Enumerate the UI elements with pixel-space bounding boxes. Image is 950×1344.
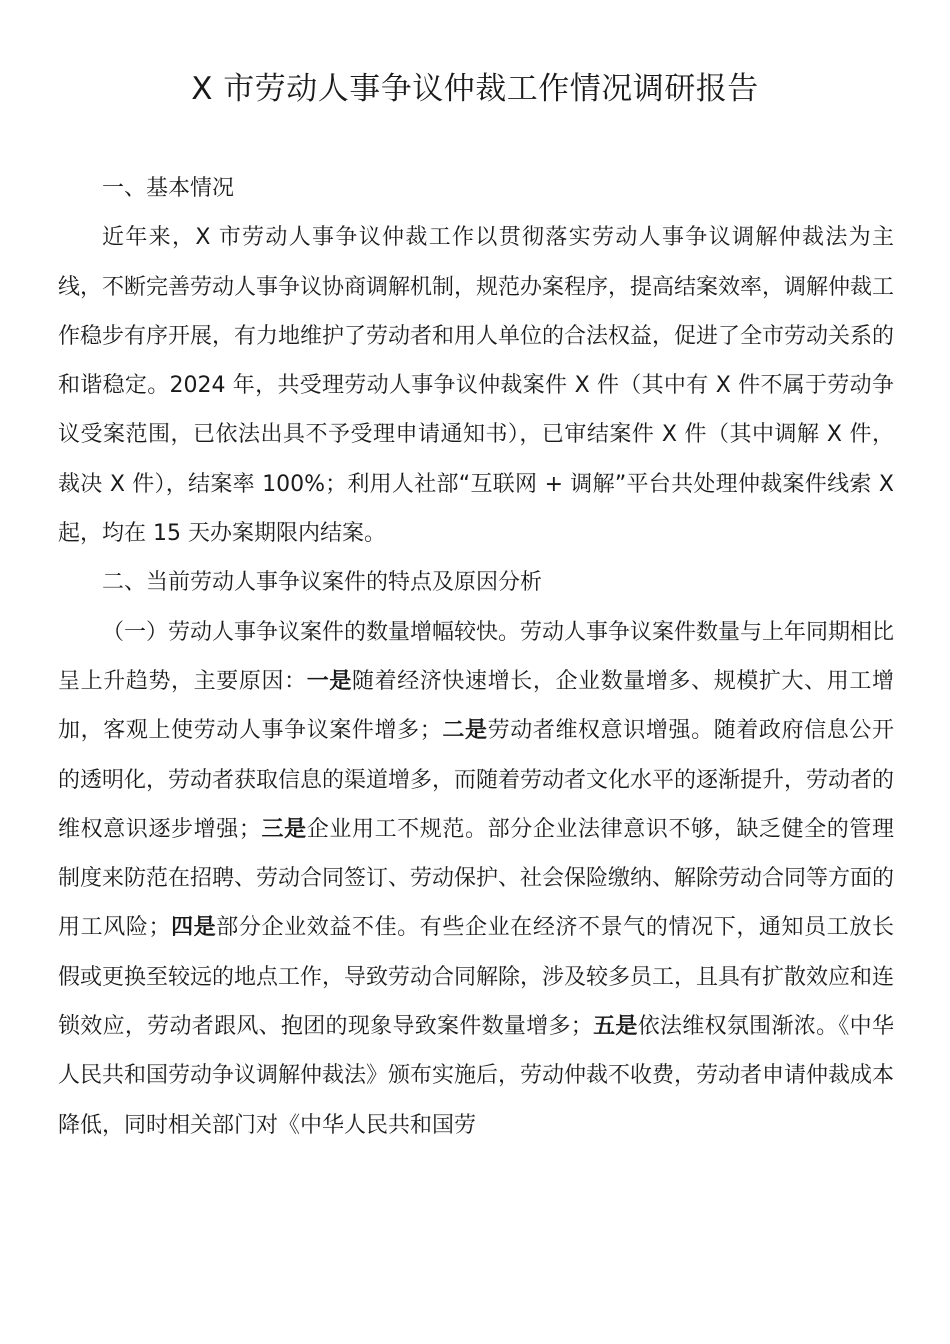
document-title: X 市劳动人事争议仲裁工作情况调研报告 [191,71,759,107]
paragraph-intro: （一）劳动人事争议案件的数量增幅较快。劳动人事争议案件数量与上年同期相比呈上升趋势，主要原因： [58,619,895,694]
reason-text-4: 部分企业效益不佳。有些企业在经济不景气的情况下，通知员工放长假或更换至较远的地点工作，导致劳动合同解除，涉及较多员工，且具有扩散效应和连锁效应，劳动者跟风、抱团的现象导致案件数量增多； [58,915,895,1040]
section-heading-basic: 一、基本情况 [102,176,235,201]
paragraph-basic-situation: 近年来，X 市劳动人事争议仲裁工作以贯彻落实劳动人事争议调解仲裁法为主线，不断完善劳动人事争议协商调解机制，规范办案程序，提高结案效率，调解仲裁工作稳步有序开展，有力地维护了劳动者和用人单位的合法权益，促进了全市劳动关系的和谐稳定。2024 年，共受理劳动人事争议仲裁案件 X 件（其中有 X 件不属于劳动争议受案范围，已依法出具不予受理申请通知书），已审结案件 X 件（其中调解 X 件，裁决 X 件），结案率 100%；利用人社部“互联网 + 调解”平台共处理仲裁案件线索 X 起，均在 15 天办案期限内结案。 [58,225,895,547]
reason-text-3: 企业用工不规范。部分企业法律意识不够，缺乏健全的管理制度来防范在招聘、劳动合同签订、劳动保护、社会保险缴纳、解除劳动合同等方面的用工风险； [58,816,895,941]
document-body [58,164,894,1150]
section-heading-analysis: 二、当前劳动人事争议案件的特点及原因分析 [102,570,543,596]
reason-label-5: 五是 [592,1014,638,1040]
reason-label-4: 四是 [170,915,217,941]
reason-label-1: 一是 [306,668,352,694]
reason-label-3: 三是 [260,816,307,842]
reason-label-2: 二是 [441,718,488,744]
reason-text-5: 依法维权氛围渐浓。《中华人民共和国劳动争议调解仲裁法》颁布实施后，劳动仲裁不收费，劳动者申请仲裁成本降低，同时相关部门对《中华人民共和国劳 [58,1014,895,1138]
paragraph-case-growth [58,608,894,1150]
reason-text-1: 随着经济快速增长，企业数量增多、规模扩大、用工增加，客观上使劳动人事争议案件增多； [58,668,894,744]
reason-text-2: 劳动者维权意识增强。随着政府信息公开的透明化，劳动者获取信息的渠道增多，而随着劳动者文化水平的逐渐提升，劳动者的维权意识逐步增强； [58,718,895,842]
